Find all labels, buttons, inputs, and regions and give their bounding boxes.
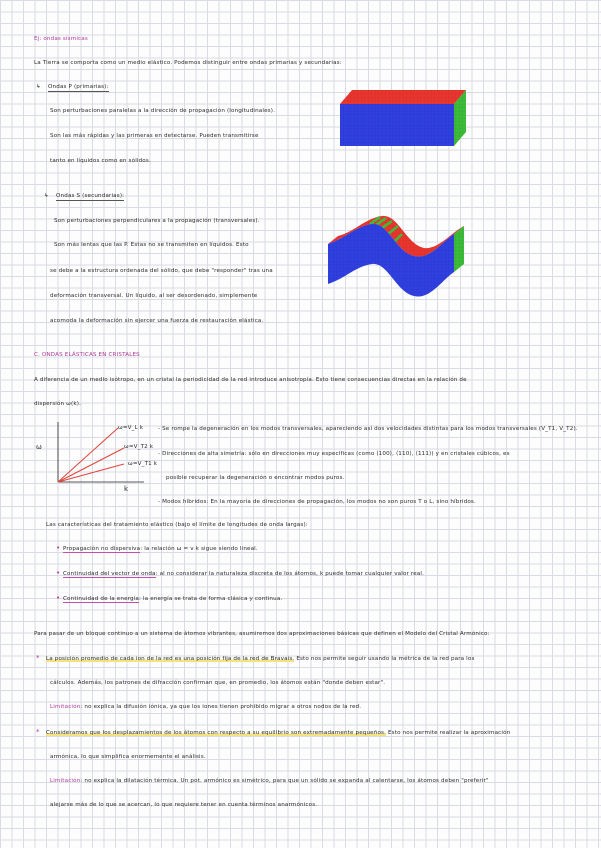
final-limit1: Limitación: no explica la difusión iónica, ya que los iones tienen prohibido migrar a otros nodos de la red.: [50, 704, 362, 710]
p-wave-block-illustration: [340, 90, 466, 150]
graph-label-vt1: ω=V_T1 k: [128, 461, 158, 467]
note-3: posible recuperar la degeneración o encontrar modos puros.: [166, 475, 345, 481]
example-heading: Ej: ondas sísmicas: [34, 36, 88, 42]
limit-item-2: Continuidad del vector de onda: al no considerar la naturaleza discreta de los átomos, k puede tomar cualquier valor real.: [63, 571, 425, 577]
graph-label-vl: ω=V_L k: [118, 425, 144, 431]
limit-item-1: Propagación no dispersiva: la relación ω = v k sigue siendo lineal.: [63, 546, 258, 552]
s-wave-block-illustration: [326, 212, 466, 306]
dispersion-graph: [48, 420, 156, 500]
p-waves-line2: Son las más rápidas y las primeras en detectarse. Pueden transmitirse: [50, 133, 259, 139]
star-bullet-1: *: [36, 654, 40, 662]
section-c-intro2: dispersión ω(k).: [34, 401, 81, 407]
section-c-title: C. ONDAS ELÁSTICAS EN CRISTALES: [34, 352, 140, 358]
final-intro1: Para pasar de un bloque continuo a un sistema de átomos vibrantes, asumiremos dos aproximaciones básicas que definen el Modelo del Cristal Armónico:: [34, 631, 490, 637]
final-item2: Consideramos que los desplazamientos de los átomos con respecto a su equilibrio son extremadamente pequeños. Esto nos permite realizar la aproximación: [46, 730, 511, 736]
bullet-2: •: [56, 569, 61, 577]
arrow-icon: ↳: [36, 84, 41, 90]
s-waves-line5: acomoda la deformación sin ejercer una fuerza de restauración elástica.: [50, 318, 264, 324]
bullet-1: •: [56, 544, 61, 552]
p-waves-line3: tanto en líquidos como en sólidos.: [50, 158, 151, 164]
note-1: - Se rompe la degeneración en los modos transversales, apareciendo así dos velocidades distintas para los modos transversales (V_T1, V_T2).: [158, 426, 578, 432]
final-item1: La posición promedio de cada ion de la red es una posición fija de la red de Bravais. Esto nos permite seguir usando la métrica de la red para los: [46, 656, 475, 662]
final-item2-line2: armónica, lo que simplifica enormemente el análisis.: [50, 754, 206, 760]
graph-x-label: k: [124, 485, 129, 493]
final-limit2-line2: alejarse más de lo que se acercan, lo que requiere tener en cuenta términos anarmónicos.: [50, 802, 318, 808]
graph-label-vt2: ω=V_T2 k: [124, 444, 154, 450]
arrow-icon-2: ↳: [44, 193, 49, 199]
p-waves-line1: Son perturbaciones paralelas a la dirección de propagación (longitudinales).: [50, 108, 275, 114]
limit-intro: Las características del tratamiento elástico (bajo el límite de longitudes de onda largas):: [46, 522, 308, 528]
limit-item-3: Continuidad de la energía: la energía se trata de forma clásica y continua.: [63, 596, 283, 602]
s-waves-line1: Son perturbaciones perpendiculares a la propagación (transversales).: [54, 218, 260, 224]
section-c-intro1: A diferencia de un medio isótropo, en un cristal la periodicidad de la red introduce anisotropía. Esto tiene consecuencias directas en la relación de: [34, 377, 467, 383]
intro-text: La Tierra se comporta como un medio elástico. Podemos distinguir entre ondas primarias y secundarias:: [34, 60, 342, 66]
s-waves-line2: Son más lentas que las P. Estas no se transmiten en líquidos. Esto: [54, 242, 249, 248]
final-limit2: Limitación: no explica la dilatación térmica. Un pot. armónico es simétrico, para que un sólido se expanda al calentarse, los átomos deben "preferir": [50, 778, 489, 784]
star-bullet-2: *: [36, 728, 40, 736]
note-2: - Direcciones de alta simetría: sólo en direcciones muy específicas (como ⟨100⟩, ⟨110⟩, ⟨111⟩) y en cristales cúbicos, es: [158, 451, 510, 457]
s-waves-title: Ondas S (secundarias):: [56, 193, 125, 199]
note-4: - Modos híbridos: En la mayoría de direcciones de propagación, los modos no son puros T o L, sino híbridos.: [158, 499, 476, 505]
graph-y-label: ω: [36, 443, 43, 451]
s-waves-line3: se debe a la estructura ordenada del sólido, que debe "responder" tras una: [50, 268, 273, 274]
graph-line-vt2: [58, 448, 124, 482]
final-item1-line2: cálculos. Además, los patrones de difracción confirman que, en promedio, los átomos están "donde deben estar".: [50, 680, 386, 686]
p-waves-title: Ondas P (primarias):: [48, 84, 109, 90]
s-waves-line4: deformación transversal. Un líquido, al ser desordenado, simplemente: [50, 293, 258, 299]
bullet-3: •: [56, 594, 61, 602]
